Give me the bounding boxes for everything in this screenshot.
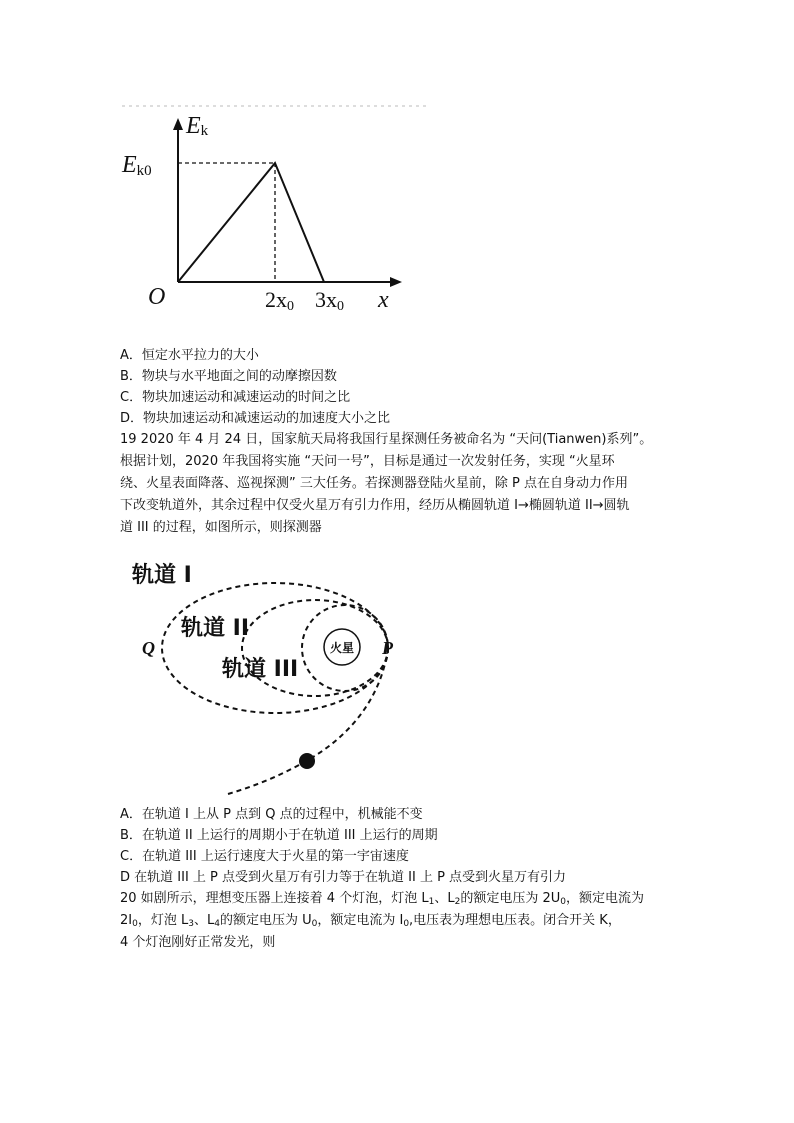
q19-option-b: B．在轨道 II 上运行的周期小于在轨道 III 上运行的周期 [120, 828, 438, 843]
point-p-label: P [382, 638, 393, 658]
q20-stem-line2: $2I_0$，灯泡 $L_3$、$L_4$的额定电压为 $U_0$，额定电流为 $I_0$,电压表为理想电压表。闭合开关 K， [120, 913, 621, 929]
q18-option-c: C．物块加速运动和减速运动的时间之比 [120, 390, 351, 405]
q19-stem-line4: 下改变轨道外，其余过程中仅受火星万有引力作用，经历从椭圆轨道 I→椭圆轨道 II→圆轨 [120, 498, 630, 513]
q18-option-b: B．物块与水平地面之间的动摩擦因数 [120, 369, 337, 384]
q19-option-d: D 在轨道 III 上 P 点受到火星万有引力等于在轨道 II 上 P 点受到火星万有引力 [120, 870, 567, 885]
q18-option-d: D．物块加速运动和减速运动的加速度大小之比 [120, 411, 391, 426]
q19-stem-line5: 道 III 的过程，如图所示，则探测器 [120, 520, 322, 535]
q19-option-a: A．在轨道 I 上从 P 点到 Q 点的过程中，机械能不变 [120, 807, 423, 822]
q19-stem-line3: 绕、火星表面降落、巡视探测” 三大任务。若探测器登陆火星前，除 P 点在自身动力作用 [120, 476, 628, 491]
ek-x-graph [110, 100, 410, 320]
x-axis-label: x [378, 287, 389, 313]
origin-label: O [148, 284, 166, 310]
q18-option-a: A．恒定水平拉力的大小 [120, 348, 259, 363]
x-axis-arrow [390, 277, 402, 287]
tick-3x0: 3x0 [315, 287, 344, 314]
q19-stem-line2: 根据计划，2020 年我国将实施 “天问一号”，目标是通过一次发射任务，实现 “火星环 [120, 454, 615, 469]
probe [299, 753, 315, 769]
orbit-diagram [120, 548, 410, 798]
mars-label: 火星 [329, 641, 355, 655]
peak-value-label: Ek0 [122, 152, 152, 179]
q20-stem-line1: 20 如剧所示，理想变压器上连接着 4 个灯泡，灯泡 $L_1$、$L_2$的额定电压为 $2U_0$，额定电流为 [120, 891, 644, 907]
orbit-2-label: 轨道 II [181, 616, 250, 641]
ek-curve [178, 163, 324, 282]
orbit-1-label: 轨道 I [132, 563, 192, 588]
q20-stem-line3: 4 个灯泡刚好正常发光，则 [120, 935, 276, 950]
orbit-3-label: 轨道 III [222, 657, 299, 682]
tick-2x0: 2x0 [265, 287, 294, 314]
q19-stem-line1: 19 2020 年 4 月 24 日，国家航天局将我国行星探测任务被命名为 “天问(Tianwen)系列”。 [120, 432, 653, 447]
point-q-label: Q [142, 638, 155, 658]
y-axis-label: Ek [186, 113, 209, 139]
y-axis-arrow [173, 118, 183, 130]
q19-option-c: C．在轨道 III 上运行速度大于火星的第一宇宙速度 [120, 849, 409, 864]
